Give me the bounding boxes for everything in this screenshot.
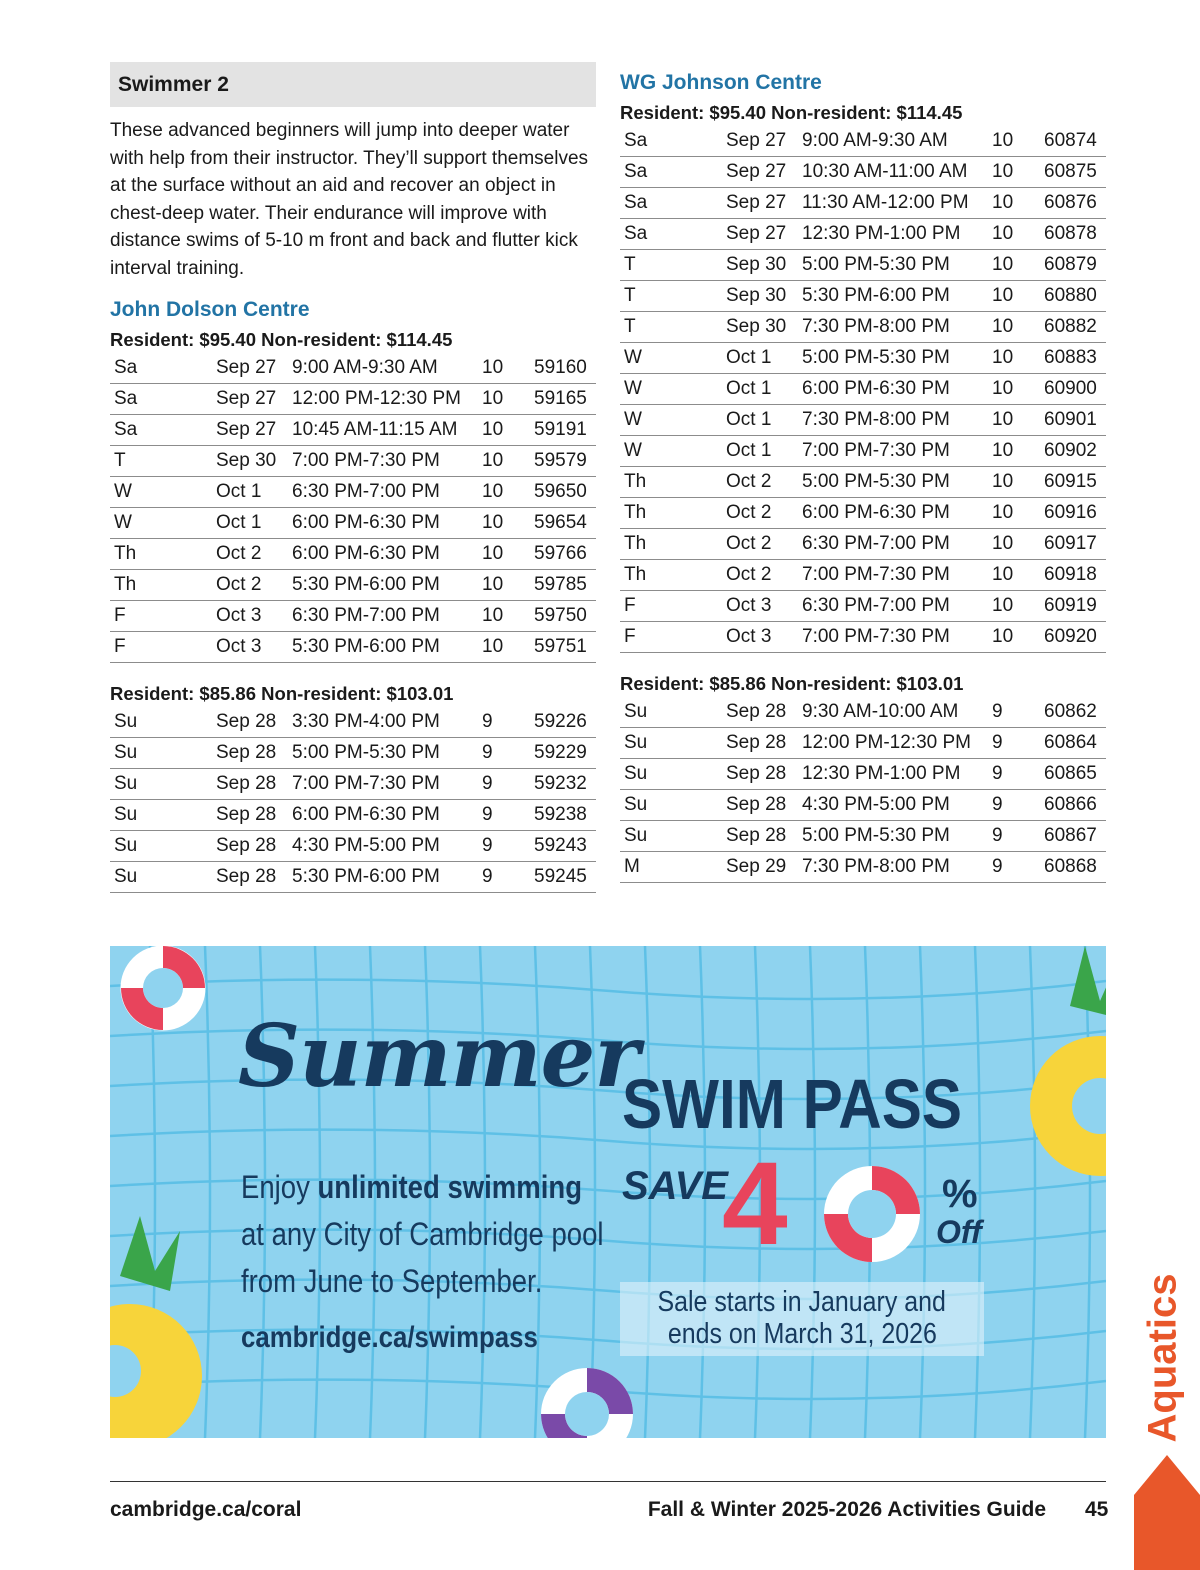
- time-cell: 7:00 PM-7:30 PM: [798, 560, 988, 591]
- table-row: [620, 852, 1106, 883]
- day-cell: Sa: [110, 383, 212, 414]
- banner-swim-pass: SWIM PASS: [622, 1065, 963, 1143]
- course-code-cell: 60902: [1040, 436, 1106, 467]
- time-cell: 5:30 PM-6:00 PM: [288, 569, 478, 600]
- table-row: [110, 507, 596, 538]
- time-cell: 12:00 PM-12:30 PM: [288, 383, 478, 414]
- course-code-cell: 59229: [530, 737, 596, 768]
- course-code-cell: 60865: [1040, 759, 1106, 790]
- date-cell: Sep 27: [212, 414, 288, 445]
- course-code-cell: 60864: [1040, 728, 1106, 759]
- time-cell: 6:00 PM-6:30 PM: [288, 538, 478, 569]
- day-cell: Sa: [620, 188, 722, 219]
- day-cell: Su: [110, 799, 212, 830]
- day-cell: W: [110, 476, 212, 507]
- date-cell: Oct 1: [722, 436, 798, 467]
- copy-emphasis: unlimited swimming: [317, 1169, 583, 1205]
- day-cell: Su: [620, 697, 722, 728]
- sale-dates-box: [620, 1282, 984, 1356]
- sessions-cell: 9: [478, 861, 530, 892]
- date-cell: Sep 27: [722, 188, 798, 219]
- course-code-cell: 60920: [1040, 622, 1106, 653]
- course-code-cell: 59650: [530, 476, 596, 507]
- table-row: [620, 467, 1106, 498]
- day-cell: Th: [620, 498, 722, 529]
- pineapple-float-icon: [110, 1216, 202, 1438]
- course-code-cell: 60919: [1040, 591, 1106, 622]
- table-row: [620, 312, 1106, 343]
- sessions-cell: 10: [988, 312, 1040, 343]
- section-title: Swimmer 2: [110, 62, 596, 107]
- day-cell: Su: [620, 821, 722, 852]
- table-row: [110, 569, 596, 600]
- table-row: [110, 353, 596, 384]
- time-cell: 5:00 PM-5:30 PM: [798, 821, 988, 852]
- course-code-cell: 60874: [1040, 126, 1106, 157]
- day-cell: W: [620, 436, 722, 467]
- price-line: Resident: $95.40 Non-resident: $114.45: [110, 328, 453, 350]
- pineapple-float-icon: [1030, 946, 1106, 1176]
- course-code-cell: 60901: [1040, 405, 1106, 436]
- price-line: Resident: $95.40 Non-resident: $114.45: [620, 102, 963, 123]
- sessions-cell: 9: [478, 707, 530, 738]
- day-cell: T: [620, 250, 722, 281]
- time-cell: 4:30 PM-5:00 PM: [798, 790, 988, 821]
- percent-sign: %: [942, 1172, 978, 1216]
- sessions-cell: 10: [988, 529, 1040, 560]
- sessions-cell: 9: [988, 821, 1040, 852]
- footer-divider: [110, 1481, 1106, 1482]
- time-cell: 5:00 PM-5:30 PM: [798, 343, 988, 374]
- price-line: Resident: $85.86 Non-resident: $103.01: [620, 673, 964, 694]
- date-cell: Sep 28: [722, 821, 798, 852]
- course-code-cell: 60882: [1040, 312, 1106, 343]
- table-row: [620, 759, 1106, 790]
- date-cell: Sep 28: [212, 737, 288, 768]
- swim-pass-banner[interactable]: [110, 946, 1106, 1438]
- course-code-cell: 60900: [1040, 374, 1106, 405]
- date-cell: Oct 1: [722, 343, 798, 374]
- time-cell: 7:30 PM-8:00 PM: [798, 312, 988, 343]
- date-cell: Sep 28: [212, 861, 288, 892]
- sessions-cell: 10: [478, 414, 530, 445]
- day-cell: Th: [620, 529, 722, 560]
- date-cell: Oct 3: [212, 631, 288, 662]
- time-cell: 3:30 PM-4:00 PM: [288, 707, 478, 738]
- course-code-cell: 59750: [530, 600, 596, 631]
- course-code-cell: 60867: [1040, 821, 1106, 852]
- course-code-cell: 60878: [1040, 219, 1106, 250]
- time-cell: 12:30 PM-1:00 PM: [798, 759, 988, 790]
- course-code-cell: 60917: [1040, 529, 1106, 560]
- day-cell: Su: [620, 759, 722, 790]
- date-cell: Oct 2: [722, 467, 798, 498]
- table-row: [110, 799, 596, 830]
- sessions-cell: 10: [988, 188, 1040, 219]
- time-cell: 6:30 PM-7:00 PM: [798, 529, 988, 560]
- sessions-cell: 10: [988, 467, 1040, 498]
- sessions-cell: 10: [988, 219, 1040, 250]
- date-cell: Oct 2: [722, 529, 798, 560]
- date-cell: Sep 28: [722, 697, 798, 728]
- sessions-cell: 10: [988, 250, 1040, 281]
- lifebuoy-icon: [541, 1368, 633, 1438]
- table-row: [620, 157, 1106, 188]
- schedule-table: [620, 697, 1106, 883]
- date-cell: Sep 30: [212, 445, 288, 476]
- sessions-cell: 10: [988, 560, 1040, 591]
- day-cell: T: [110, 445, 212, 476]
- sessions-cell: 9: [988, 852, 1040, 883]
- day-cell: Th: [620, 560, 722, 591]
- time-cell: 9:30 AM-10:00 AM: [798, 697, 988, 728]
- discount-digit: 4: [722, 1138, 788, 1270]
- table-row: [620, 436, 1106, 467]
- day-cell: Su: [110, 737, 212, 768]
- sessions-cell: 10: [988, 281, 1040, 312]
- sessions-cell: 10: [988, 436, 1040, 467]
- course-code-cell: 60916: [1040, 498, 1106, 529]
- course-code-cell: 59751: [530, 631, 596, 662]
- date-cell: Oct 1: [722, 405, 798, 436]
- table-row: [110, 414, 596, 445]
- day-cell: F: [110, 600, 212, 631]
- course-code-cell: 60880: [1040, 281, 1106, 312]
- date-cell: Sep 28: [212, 707, 288, 738]
- day-cell: M: [620, 852, 722, 883]
- time-cell: 12:30 PM-1:00 PM: [798, 219, 988, 250]
- course-code-cell: 60862: [1040, 697, 1106, 728]
- schedule-table: [620, 126, 1106, 653]
- table-row: [620, 591, 1106, 622]
- time-cell: 9:00 AM-9:30 AM: [798, 126, 988, 157]
- section-description: These advanced beginners will jump into deeper water with help from their instructor. They’ll support themselves at the surface without an aid and recover an object in chest-deep water. Their endurance will improve with distance swims of 5-10 m front and back and flutter kick interval training.: [110, 120, 589, 279]
- table-row: [110, 476, 596, 507]
- schedule-table: [110, 707, 596, 893]
- time-cell: 4:30 PM-5:00 PM: [288, 830, 478, 861]
- course-code-cell: 59165: [530, 383, 596, 414]
- course-code-cell: 60918: [1040, 560, 1106, 591]
- table-row: [620, 728, 1106, 759]
- time-cell: 5:00 PM-5:30 PM: [798, 250, 988, 281]
- table-row: [110, 631, 596, 662]
- date-cell: Oct 1: [212, 507, 288, 538]
- time-cell: 6:00 PM-6:30 PM: [288, 507, 478, 538]
- course-code-cell: 59238: [530, 799, 596, 830]
- day-cell: Su: [110, 861, 212, 892]
- centre-title-wg-johnson: WG Johnson Centre: [620, 71, 822, 94]
- sessions-cell: 10: [478, 631, 530, 662]
- date-cell: Sep 30: [722, 250, 798, 281]
- time-cell: 9:00 AM-9:30 AM: [288, 353, 478, 384]
- time-cell: 7:30 PM-8:00 PM: [798, 405, 988, 436]
- section-tab-label: Aquatics: [1140, 1273, 1185, 1443]
- time-cell: 7:00 PM-7:30 PM: [288, 445, 478, 476]
- sessions-cell: 10: [478, 538, 530, 569]
- table-row: [110, 768, 596, 799]
- table-row: [620, 405, 1106, 436]
- banner-save: SAVE: [622, 1164, 728, 1208]
- date-cell: Oct 2: [722, 560, 798, 591]
- time-cell: 5:30 PM-6:00 PM: [288, 631, 478, 662]
- day-cell: Su: [620, 790, 722, 821]
- day-cell: F: [110, 631, 212, 662]
- sessions-cell: 9: [478, 799, 530, 830]
- sessions-cell: 10: [988, 343, 1040, 374]
- course-code-cell: 59160: [530, 353, 596, 384]
- day-cell: Su: [110, 768, 212, 799]
- date-cell: Sep 27: [212, 383, 288, 414]
- table-row: [620, 188, 1106, 219]
- banner-copy: [241, 1164, 637, 1305]
- time-cell: 6:00 PM-6:30 PM: [798, 498, 988, 529]
- sessions-cell: 10: [988, 498, 1040, 529]
- sessions-cell: 10: [478, 353, 530, 384]
- day-cell: Su: [620, 728, 722, 759]
- table-row: [620, 560, 1106, 591]
- day-cell: Su: [110, 830, 212, 861]
- time-cell: 7:00 PM-7:30 PM: [798, 622, 988, 653]
- date-cell: Oct 2: [722, 498, 798, 529]
- course-code-cell: 59232: [530, 768, 596, 799]
- sessions-cell: 9: [988, 728, 1040, 759]
- date-cell: Sep 30: [722, 281, 798, 312]
- time-cell: 6:30 PM-7:00 PM: [288, 476, 478, 507]
- date-cell: Sep 28: [722, 728, 798, 759]
- course-code-cell: 59243: [530, 830, 596, 861]
- date-cell: Oct 1: [212, 476, 288, 507]
- time-cell: 7:30 PM-8:00 PM: [798, 852, 988, 883]
- swimpass-link[interactable]: cambridge.ca/swimpass: [241, 1321, 538, 1354]
- footer-guide-title: Fall & Winter 2025-2026 Activities Guide: [647, 1498, 1046, 1521]
- table-row: [620, 126, 1106, 157]
- time-cell: 7:00 PM-7:30 PM: [798, 436, 988, 467]
- course-code-cell: 60875: [1040, 157, 1106, 188]
- time-cell: 5:00 PM-5:30 PM: [288, 737, 478, 768]
- course-code-cell: 60879: [1040, 250, 1106, 281]
- sessions-cell: 9: [478, 830, 530, 861]
- date-cell: Oct 3: [722, 591, 798, 622]
- sessions-cell: 9: [988, 759, 1040, 790]
- copy-text: from June to September.: [241, 1263, 543, 1299]
- date-cell: Oct 2: [212, 538, 288, 569]
- sessions-cell: 10: [988, 591, 1040, 622]
- sessions-cell: 9: [988, 790, 1040, 821]
- day-cell: W: [110, 507, 212, 538]
- time-cell: 7:00 PM-7:30 PM: [288, 768, 478, 799]
- date-cell: Oct 2: [212, 569, 288, 600]
- date-cell: Sep 28: [212, 830, 288, 861]
- date-cell: Oct 1: [722, 374, 798, 405]
- off-label: Off: [936, 1214, 982, 1250]
- course-code-cell: 60866: [1040, 790, 1106, 821]
- course-code-cell: 59654: [530, 507, 596, 538]
- day-cell: Su: [110, 707, 212, 738]
- table-row: [620, 374, 1106, 405]
- sessions-cell: 9: [478, 768, 530, 799]
- time-cell: 12:00 PM-12:30 PM: [798, 728, 988, 759]
- day-cell: Th: [110, 569, 212, 600]
- day-cell: Sa: [620, 219, 722, 250]
- course-code-cell: 59245: [530, 861, 596, 892]
- course-code-cell: 60883: [1040, 343, 1106, 374]
- table-row: [620, 622, 1106, 653]
- day-cell: W: [620, 374, 722, 405]
- date-cell: Sep 27: [722, 157, 798, 188]
- sessions-cell: 10: [478, 445, 530, 476]
- date-cell: Oct 3: [212, 600, 288, 631]
- sessions-cell: 10: [988, 126, 1040, 157]
- sessions-cell: 10: [988, 157, 1040, 188]
- sessions-cell: 9: [988, 697, 1040, 728]
- table-row: [620, 697, 1106, 728]
- time-cell: 6:00 PM-6:30 PM: [288, 799, 478, 830]
- table-row: [110, 707, 596, 738]
- time-cell: 10:45 AM-11:15 AM: [288, 414, 478, 445]
- table-row: [620, 529, 1106, 560]
- right-column: [620, 62, 1106, 883]
- day-cell: Sa: [620, 126, 722, 157]
- copy-text: at any City of Cambridge pool: [241, 1216, 604, 1252]
- course-code-cell: 59785: [530, 569, 596, 600]
- table-row: [620, 219, 1106, 250]
- table-row: [110, 830, 596, 861]
- day-cell: W: [620, 405, 722, 436]
- table-row: [110, 737, 596, 768]
- day-cell: T: [620, 281, 722, 312]
- date-cell: Sep 27: [722, 219, 798, 250]
- table-row: [620, 790, 1106, 821]
- date-cell: Sep 27: [722, 126, 798, 157]
- sessions-cell: 10: [988, 405, 1040, 436]
- day-cell: Sa: [110, 353, 212, 384]
- sessions-cell: 10: [478, 507, 530, 538]
- day-cell: Sa: [110, 414, 212, 445]
- lifebuoy-icon: [824, 1166, 920, 1262]
- section-tab-icon: [1134, 1455, 1200, 1570]
- copy-text: Enjoy: [241, 1169, 318, 1205]
- time-cell: 6:30 PM-7:00 PM: [798, 591, 988, 622]
- date-cell: Sep 28: [212, 799, 288, 830]
- table-row: [110, 600, 596, 631]
- sessions-cell: 9: [478, 737, 530, 768]
- time-cell: 5:00 PM-5:30 PM: [798, 467, 988, 498]
- day-cell: Sa: [620, 157, 722, 188]
- sessions-cell: 10: [478, 383, 530, 414]
- sale-text: ends on March 31, 2026: [667, 1318, 937, 1350]
- price-line: Resident: $85.86 Non-resident: $103.01: [110, 682, 454, 704]
- date-cell: Sep 28: [212, 768, 288, 799]
- table-row: [620, 281, 1106, 312]
- lifebuoy-icon: [121, 946, 205, 1030]
- course-code-cell: 60876: [1040, 188, 1106, 219]
- time-cell: 5:30 PM-6:00 PM: [288, 861, 478, 892]
- banner-summer-script: Summer: [238, 1006, 639, 1107]
- date-cell: Oct 3: [722, 622, 798, 653]
- date-cell: Sep 30: [722, 312, 798, 343]
- day-cell: F: [620, 622, 722, 653]
- day-cell: Th: [110, 538, 212, 569]
- sessions-cell: 10: [478, 600, 530, 631]
- day-cell: Th: [620, 467, 722, 498]
- table-row: [110, 445, 596, 476]
- day-cell: T: [620, 312, 722, 343]
- table-row: [620, 498, 1106, 529]
- sessions-cell: 10: [988, 374, 1040, 405]
- footer-link[interactable]: cambridge.ca/coral: [110, 1498, 302, 1521]
- time-cell: 11:30 AM-12:00 PM: [798, 188, 988, 219]
- table-row: [110, 861, 596, 892]
- table-row: [620, 343, 1106, 374]
- sessions-cell: 10: [988, 622, 1040, 653]
- course-code-cell: 60915: [1040, 467, 1106, 498]
- sale-text: Sale starts in January and: [657, 1286, 947, 1318]
- sessions-cell: 10: [478, 476, 530, 507]
- date-cell: Sep 27: [212, 353, 288, 384]
- table-row: [110, 538, 596, 569]
- date-cell: Sep 29: [722, 852, 798, 883]
- day-cell: W: [620, 343, 722, 374]
- time-cell: 5:30 PM-6:00 PM: [798, 281, 988, 312]
- course-code-cell: 60868: [1040, 852, 1106, 883]
- sessions-cell: 10: [478, 569, 530, 600]
- day-cell: F: [620, 591, 722, 622]
- table-row: [620, 821, 1106, 852]
- course-code-cell: 59191: [530, 414, 596, 445]
- left-column: [110, 62, 596, 893]
- schedule-table: [110, 353, 596, 663]
- centre-title-john-dolson: John Dolson Centre: [110, 297, 310, 321]
- date-cell: Sep 28: [722, 790, 798, 821]
- page-number: 45: [1085, 1498, 1109, 1521]
- time-cell: 6:30 PM-7:00 PM: [288, 600, 478, 631]
- table-row: [110, 383, 596, 414]
- course-code-cell: 59766: [530, 538, 596, 569]
- table-row: [620, 250, 1106, 281]
- date-cell: Sep 28: [722, 759, 798, 790]
- course-code-cell: 59226: [530, 707, 596, 738]
- time-cell: 10:30 AM-11:00 AM: [798, 157, 988, 188]
- course-code-cell: 59579: [530, 445, 596, 476]
- time-cell: 6:00 PM-6:30 PM: [798, 374, 988, 405]
